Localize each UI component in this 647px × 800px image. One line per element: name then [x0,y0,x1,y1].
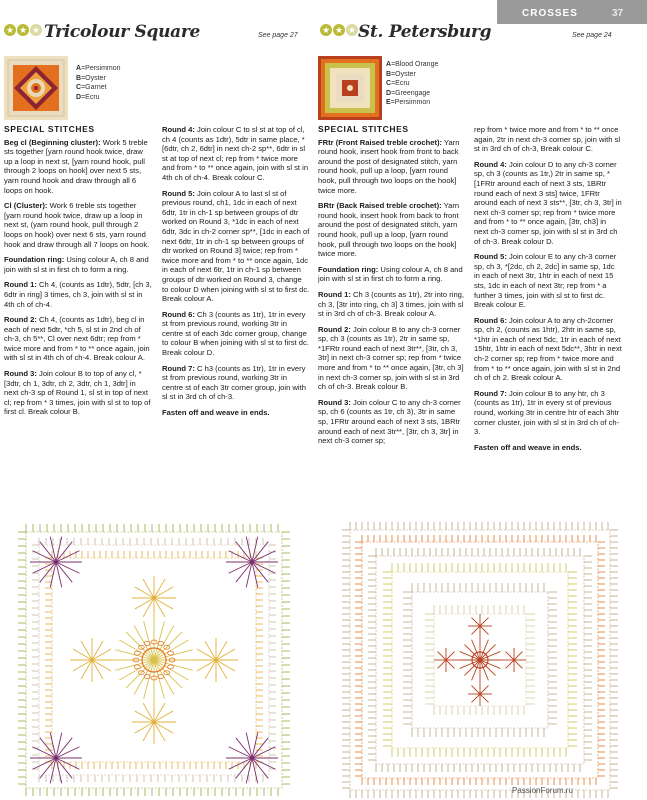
page-header [0,0,647,46]
instruction-label: Round 4: [162,125,195,134]
instruction-text: rep from * twice more and from * to ** once again, 2tr in next ch-3 corner sp, join with sl st in 3rd ch of ch-3, Break colour C. [474,125,621,154]
instruction-text: Ch 3 (counts as 1tr), 2tr into ring, ch 3, [3tr into ring, ch 3] 3 times, join with sl st in 3rd ch of ch-3. Break colour A. [318,289,465,319]
pattern-title-right: St. Petersburg [358,22,492,42]
instruction-label: Round 3: [318,397,351,407]
instruction-label: Round 6: [162,309,195,319]
st-petersburg-chart [330,520,640,800]
instruction-paragraph [474,160,622,246]
instruction-paragraph [4,315,152,363]
instruction-label: Round 6: [474,315,507,325]
page-number: 37 [612,8,624,19]
instruction-text: Join colour D to any ch-3 corner sp, ch 3 (counts as 1tr,) 2tr in same sp, *[1FRtr around each of next 3 sts, 1BRtr round each of next 3 sts] twice, 1FRtr around each of next 3 sts**, [3tr, ch 3, 3tr] in next ch-3 corner sp; rep from * twice more and from * to ** once again, [3tr, ch3] in next ch-3 corner sp, join with sl st in 3rd ch of ch-3. Break colour D. [474,159,622,246]
star-icon: ★ [18,25,28,35]
instruction-paragraph [162,408,310,418]
left-instructions-col2 [162,125,310,424]
instruction-label: Fasten off and weave in ends. [474,442,582,452]
instruction-paragraph [318,398,466,446]
difficulty-rating-left [4,24,42,36]
instruction-paragraph [162,125,310,183]
star-icon: ★ [31,25,41,35]
st-petersburg-photo [318,56,382,120]
instruction-label: Cl (Cluster): [4,201,48,211]
instruction-text: Join colour B to top of any cl, *[3dtr, ch 1, 3dtr, ch 2, 3dtr, ch 1, 3dtr] in next ch-3 sp of Round 1, sl st in top of next cl; rep from * 3 times, join with sl st to top of first cl. Break colour B. [4,369,151,417]
legend-item: B=Oyster [386,70,416,78]
instruction-text: Using colour A, ch 8 and join with sl st in first ch to form a ring. [318,264,463,284]
see-page-right: See page 24 [572,32,612,39]
star-icon: ★ [347,25,357,35]
instruction-label: Beg cl (Beginning cluster): [4,137,101,147]
left-instructions-col1 [4,125,152,423]
tricolour-square-photo [4,56,68,120]
instruction-label: Round 1: [318,289,351,299]
instruction-label: Round 2: [4,315,37,325]
instruction-text: Work 5 treble sts together [yarn round hook twice, draw up a loop in next st, [yarn round hook, pull through 2 loops on hook] over next 5 sts, yarn round hook and draw through all 6 loops on hook. [4,137,148,195]
instruction-text: Join colour B to any ch-3 corner sp, ch 3 (counts as 1tr), 2tr in same sp, *1FRtr round each of next 3tr**, [3tr, ch 3, 3tr] in next ch-3 corner sp; rep from * twice more and from * to ** once again, [3tr, ch 3] in next ch-3 corner sp, join with sl st in 3rd ch of ch-3. Break colour B. [318,324,464,392]
tricolour-square-chart [4,520,314,800]
instruction-paragraph [4,255,152,274]
right-instructions-col1 [318,125,466,452]
instruction-paragraph [318,138,466,196]
instruction-label: Fasten off and weave in ends. [162,408,270,418]
instruction-paragraph [318,265,466,284]
instruction-label: Round 4: [474,159,507,169]
instruction-text: Ch 4, (counts as 1dtr), 5dtr, [ch 3, 6dtr in ring] 3 times, ch 3, join with sl st in 4th ch of ch-4. [4,280,152,309]
instruction-text: Join colour C to sl st at top of cl, ch 4 (counts as 1dtr), 5dtr in same place, *[6dtr, ch 2, 6dtr] in next ch-2 sp**, 6dtr in sl st at top of next cl; rep from * twice more and from * to ** once again, join with sl st in 4th ch of ch-4. Break colour C. [162,125,309,182]
legend-item: D=Greengage [386,89,431,97]
watermark: PassionForum.ru [512,786,573,795]
instruction-paragraph [474,316,622,383]
instruction-paragraph [162,189,310,304]
instruction-label: Round 2: [318,324,351,334]
instruction-text: Yarn round hook, insert hook from back to front around the post of designated stitch, yarn round hook, pull up a loop, [yarn round hook, pull through two loops on the hook] twice more. [318,201,460,259]
instruction-paragraph [162,364,310,402]
instruction-text: Using colour A, ch 8 and join with sl st in first ch to form a ring. [4,255,149,274]
instruction-paragraph [4,138,152,196]
colour-legend-right [386,60,438,108]
instruction-paragraph [474,443,622,453]
right-instructions-col2 [474,125,622,458]
star-icon: ★ [5,25,15,35]
instruction-paragraph [318,325,466,392]
instruction-label: Round 3: [4,369,37,379]
instruction-paragraph [474,389,622,437]
instruction-text: Work 6 treble sts together [yarn round hook twice, draw up a loop in next st, (yarn round hook, pull through 2 loops on hook) over next 6 sts, yarn round hook and draw through all 7 loops on hook. [4,201,150,249]
instruction-paragraph [4,369,152,417]
instruction-text: Join colour B to any htr, ch 3 (counts as 1tr), 1tr in every st of previous round, working 3tr in centre htr of each 3htr corner cluster, join with sl st in 3rd ch of ch-3. [474,388,620,437]
instruction-label: Round 1: [4,280,37,290]
colour-legend-left [76,64,121,102]
legend-item: A=Blood Orange [386,61,439,68]
instruction-text: Yarn round hook, insert hook from front to back around the post of designated stitch, yarn round hook, pull up a loop, [yarn round hook, pull through two loops on the hook] twice more. [318,137,460,195]
instruction-paragraph [162,310,310,358]
difficulty-rating-right [320,24,358,36]
instruction-label: Foundation ring: [318,264,379,274]
star-icon: ★ [334,25,344,35]
instruction-text: Ch 4, (counts as 1dtr), beg cl in each of next 5dtr, *ch 5, sl st in 2nd ch of ch-3, ch 5**, Cl over next 6dtr; rep from * twice more and from * to ** once again, join with sl st in 4th ch of ch-4. Break colour A. [4,315,150,363]
pattern-title-left: Tricolour Square [44,22,201,42]
instruction-label: Round 7: [162,363,195,373]
legend-item: D=Ecru [76,93,100,101]
instruction-text: Join colour C to any ch-3 corner sp, ch 6 (counts as 1tr, ch 3), 3tr in same sp, 1FRtr around each of next 3 sts, 1BRtr around each of next 3tr**, [3tr, ch 3, 3tr] in next ch-3 corner sp; [318,397,461,446]
instruction-label: Round 7: [474,388,507,398]
instruction-text: Join colour E to any ch-3 corner sp, ch 3, *[2dc, ch 2, 2dc] in same sp, 1dc in each of next 3tr, 1htr in each of next 15 sts, 1dc in each of next 3tr; rep from * a further 3 times, join with sl st to first dc. Break colour E. [474,252,617,310]
special-stitches-heading: SPECIAL STITCHES [4,124,95,134]
see-page-left: See page 27 [258,32,298,39]
instruction-paragraph [318,290,466,319]
instruction-label: Foundation ring: [4,255,65,265]
instruction-label: Round 5: [162,188,195,198]
legend-item: C=Ecru [386,80,410,87]
instruction-paragraph [474,125,622,154]
instruction-paragraph [4,201,152,249]
instruction-text: C h3 (counts as 1tr), 1tr in every st from previous round, working 3tr in centre st of each 3tr corner group, join with sl st in 3rd ch of ch-3. [162,363,306,402]
legend-item: E=Persimmon [386,99,431,106]
instruction-paragraph [318,201,466,259]
star-icon: ★ [321,25,331,35]
section-label: CROSSES [522,8,578,19]
instruction-text: Join colour A to last sl st of previous round, ch1, 1dc in each of next 6dtr, 1tr in ch-1 sp between groups of dtr worked on Round 3, *1dc in each of next 6dtr, 3dc in ch-2 corner sp**, [1dc in each of next 6dtr, 1tr in ch-1 sp between groups of dtr worked on Round 3] twice; rep from * twice more and from * to ** once again, 1dc in each of next 6tr, 1tr in ch-1 sp between groups of dtr worked on Round 3, change to colour D when joining with sl st to first dc. Break colour A. [162,188,310,304]
legend-item: B=Oyster [76,74,106,82]
instruction-label: FRtr (Front Raised treble crochet): [318,137,443,147]
instruction-label: BRtr (Back Raised treble crochet): [318,201,442,211]
instruction-paragraph [4,280,152,309]
legend-item: C=Garnet [76,84,107,91]
special-stitches-heading: SPECIAL STITCHES [318,124,409,134]
instruction-text: Ch 3 (counts as 1tr), 1tr in every st from previous round, working 3tr in centre st of each 3dc corner group, change to colour B when joining with sl st to first dc. Break colour D. [162,309,309,358]
instruction-paragraph [474,252,622,310]
legend-item: A=Persimmon [76,65,121,72]
instruction-text: Join colour A to any ch-2corner sp, ch 2, (counts as 1htr), 2htr in same sp, *1htr in each of next 5dc, 1tr in each of next 15htr, 1htr in each of next 5dc**, 3htr in next ch-2 corner sp; rep from * twice more and from * to ** once again, join with sl st in 2nd ch of ch 2. Break colour A. [474,315,622,383]
instruction-label: Round 5: [474,252,507,262]
